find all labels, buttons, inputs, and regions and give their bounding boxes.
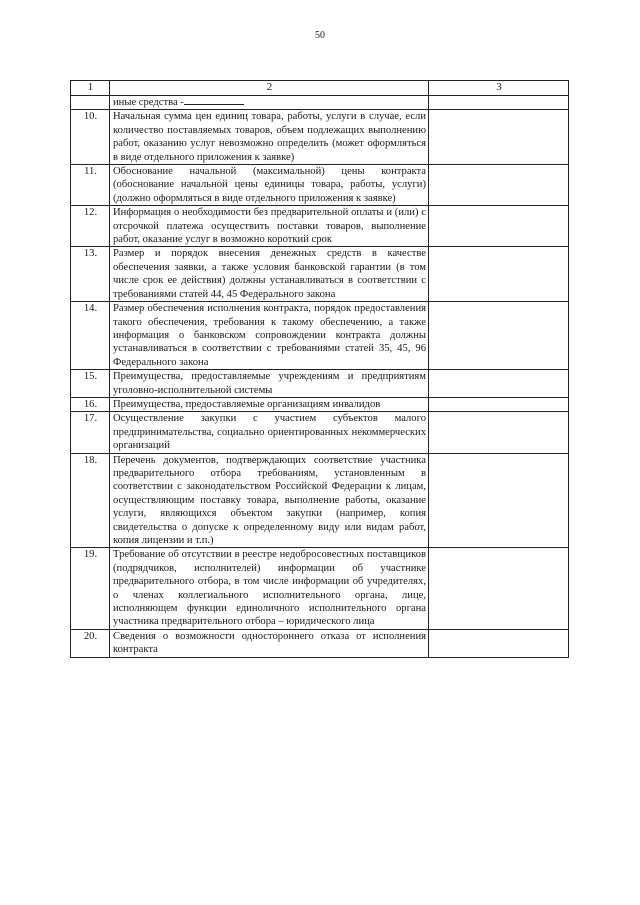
table-row: [71, 165, 569, 206]
continuation-num-cell: [71, 96, 110, 110]
row-description: Начальная сумма цен единиц товара, работы, услуги в случае, если количество поставляемых товаров, объем подлежащих выполнению работ, оказанию услуг невозможно определить (может оформляться в виде отдельного приложения к заявке): [110, 110, 429, 165]
requirements-table: [70, 80, 569, 658]
continuation-value-cell: [429, 96, 569, 110]
table-row: [71, 370, 569, 398]
row-value: [429, 302, 569, 370]
row-value: [429, 629, 569, 657]
row-description: Информация о необходимости без предварительной оплаты и (или) с отсрочкой платежа осуществить поставки товаров, выполнение работ, оказание услуг в возможно короткий срок: [110, 206, 429, 247]
row-number: 11.: [71, 165, 110, 206]
row-description: Размер обеспечения исполнения контракта, порядок предоставления такого обеспечения, требования к такому обеспечению, а также информация о банковском сопровождении контракта должны устанавливаться в соответствии с требованиями статей 35, 45, 96 Федерального закона: [110, 302, 429, 370]
row-number: 18.: [71, 453, 110, 548]
row-value: [429, 247, 569, 302]
row-value: [429, 548, 569, 629]
fill-in-line: [184, 104, 244, 105]
row-description: Сведения о возможности одностороннего отказа от исполнения контракта: [110, 629, 429, 657]
table-row: [71, 548, 569, 629]
row-value: [429, 453, 569, 548]
table-row: [71, 453, 569, 548]
row-number: 16.: [71, 397, 110, 411]
table-header-row: [71, 81, 569, 96]
table-row: [71, 629, 569, 657]
row-value: [429, 412, 569, 453]
table-row: [71, 397, 569, 411]
row-value: [429, 370, 569, 398]
row-number: 12.: [71, 206, 110, 247]
continuation-text-cell: [110, 96, 429, 110]
row-number: 15.: [71, 370, 110, 398]
table-row: [71, 247, 569, 302]
row-value: [429, 110, 569, 165]
row-number: 14.: [71, 302, 110, 370]
continuation-row: [71, 96, 569, 110]
row-number: 19.: [71, 548, 110, 629]
row-description: Преимущества, предоставляемые организациям инвалидов: [110, 397, 429, 411]
row-description: Требование об отсутствии в реестре недобросовестных поставщиков (подрядчиков, исполнителей) информации об участнике предварительного отбора, в том числе информации об учредителях, о членах коллегиального исполнительного органа, лице, исполняющем функции единоличного исполнительного органа участника предварительного отбора – юридического лица: [110, 548, 429, 629]
column-header-2: 2: [110, 81, 429, 96]
column-header-1: 1: [71, 81, 110, 96]
table-row: [71, 110, 569, 165]
row-number: 17.: [71, 412, 110, 453]
table-row: [71, 206, 569, 247]
row-description: Осуществление закупки с участием субъектов малого предпринимательства, социально ориентированных некоммерческих организаций: [110, 412, 429, 453]
row-description: Перечень документов, подтверждающих соответствие участника предварительного отбора требованиям, установленным в соответствии с законодательством Российской Федерации к лицам, осуществляющим поставку товара, выполнение работы, оказание услуги, являющихся объектом закупки (например, копия свидетельства о допуске к определенному виду или видам работ, копия лицензии и т.п.): [110, 453, 429, 548]
row-value: [429, 165, 569, 206]
row-description: Размер и порядок внесения денежных средств в качестве обеспечения заявки, а также условия банковской гарантии (в том числе срок ее действия) должны устанавливаться в соответствии с требованиями статей 44, 45 Федерального закона: [110, 247, 429, 302]
table-body: [71, 110, 569, 657]
table-row: [71, 412, 569, 453]
row-description: Преимущества, предоставляемые учреждениям и предприятиям уголовно-исполнительной системы: [110, 370, 429, 398]
row-value: [429, 206, 569, 247]
row-number: 10.: [71, 110, 110, 165]
column-header-3: 3: [429, 81, 569, 96]
table-row: [71, 302, 569, 370]
row-number: 20.: [71, 629, 110, 657]
page-number: 50: [315, 30, 325, 41]
row-description: Обоснование начальной (максимальной) цены контракта (обоснование начальной цены единицы товара, работы, услуги) (должно оформляться в виде отдельного приложения к заявке): [110, 165, 429, 206]
row-number: 13.: [71, 247, 110, 302]
row-value: [429, 397, 569, 411]
continuation-text: иные средства -: [113, 97, 184, 108]
